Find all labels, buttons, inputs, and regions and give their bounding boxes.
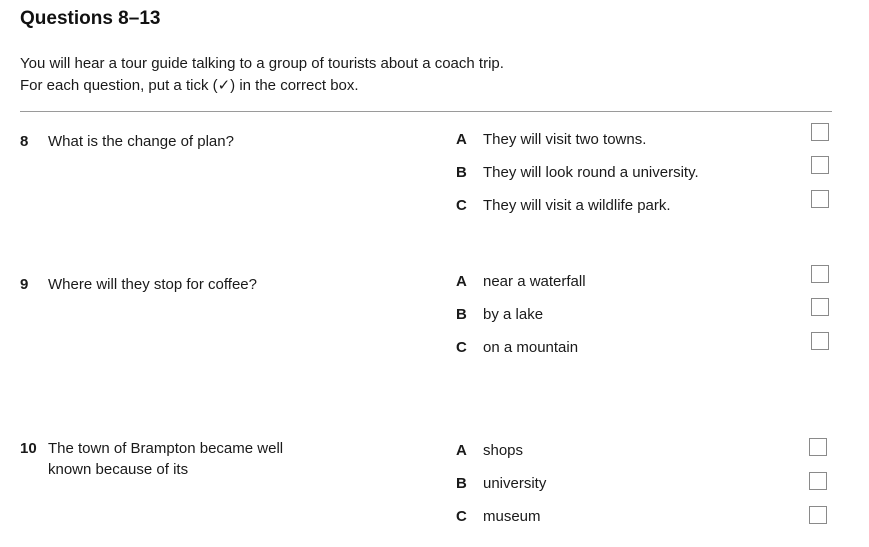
q10-option-a — [456, 440, 523, 462]
option-text: university — [483, 475, 547, 492]
instructions — [20, 53, 504, 97]
option-text: near a waterfall — [483, 273, 586, 290]
question-9 — [20, 274, 420, 295]
option-letter: A — [456, 442, 467, 459]
instruction-line-2: For each question, put a tick (✓) in the correct box. — [20, 77, 359, 94]
option-letter: B — [456, 306, 467, 323]
q8-tickbox-c[interactable] — [811, 190, 829, 208]
question-text: What is the change of plan? — [48, 133, 234, 150]
q8-option-c — [456, 195, 671, 217]
option-text: shops — [483, 442, 524, 459]
q9-option-a — [456, 271, 586, 293]
question-number: 9 — [20, 276, 29, 293]
option-text: on a mountain — [483, 339, 579, 356]
option-text: They will visit two towns. — [483, 131, 647, 148]
q9-tickbox-a[interactable] — [811, 265, 829, 283]
section-heading: Questions 8–13 — [20, 8, 161, 29]
q9-option-b — [456, 304, 543, 326]
q10-tickbox-c[interactable] — [809, 506, 827, 524]
option-letter: B — [456, 475, 467, 492]
option-letter: B — [456, 164, 467, 181]
option-letter: A — [456, 131, 467, 148]
q9-tickbox-c[interactable] — [811, 332, 829, 350]
q9-tickbox-b[interactable] — [811, 298, 829, 316]
q10-tickbox-b[interactable] — [809, 472, 827, 490]
option-text: They will visit a wildlife park. — [483, 197, 671, 214]
q10-option-b — [456, 473, 546, 495]
question-text: Where will they stop for coffee? — [48, 276, 257, 293]
question-number: 10 — [20, 440, 37, 457]
q8-tickbox-b[interactable] — [811, 156, 829, 174]
option-text: They will look round a university. — [483, 164, 699, 181]
option-letter: A — [456, 273, 467, 290]
option-text: museum — [483, 508, 541, 525]
question-text-line-1: The town of Brampton became well — [48, 440, 284, 457]
divider — [20, 111, 832, 112]
question-number: 8 — [20, 133, 29, 150]
question-text-line-2: known because of its — [48, 461, 189, 478]
instruction-line-1: You will hear a tour guide talking to a group of tourists about a coach trip. — [20, 55, 504, 72]
option-text: by a lake — [483, 306, 544, 323]
question-8 — [20, 131, 420, 152]
q8-option-a — [456, 129, 646, 151]
q9-option-c — [456, 337, 578, 359]
q8-tickbox-a[interactable] — [811, 123, 829, 141]
q8-option-b — [456, 162, 699, 184]
q10-tickbox-a[interactable] — [809, 438, 827, 456]
option-letter: C — [456, 197, 467, 214]
q10-option-c — [456, 506, 541, 528]
question-10 — [20, 438, 420, 480]
option-letter: C — [456, 339, 467, 356]
option-letter: C — [456, 508, 467, 525]
